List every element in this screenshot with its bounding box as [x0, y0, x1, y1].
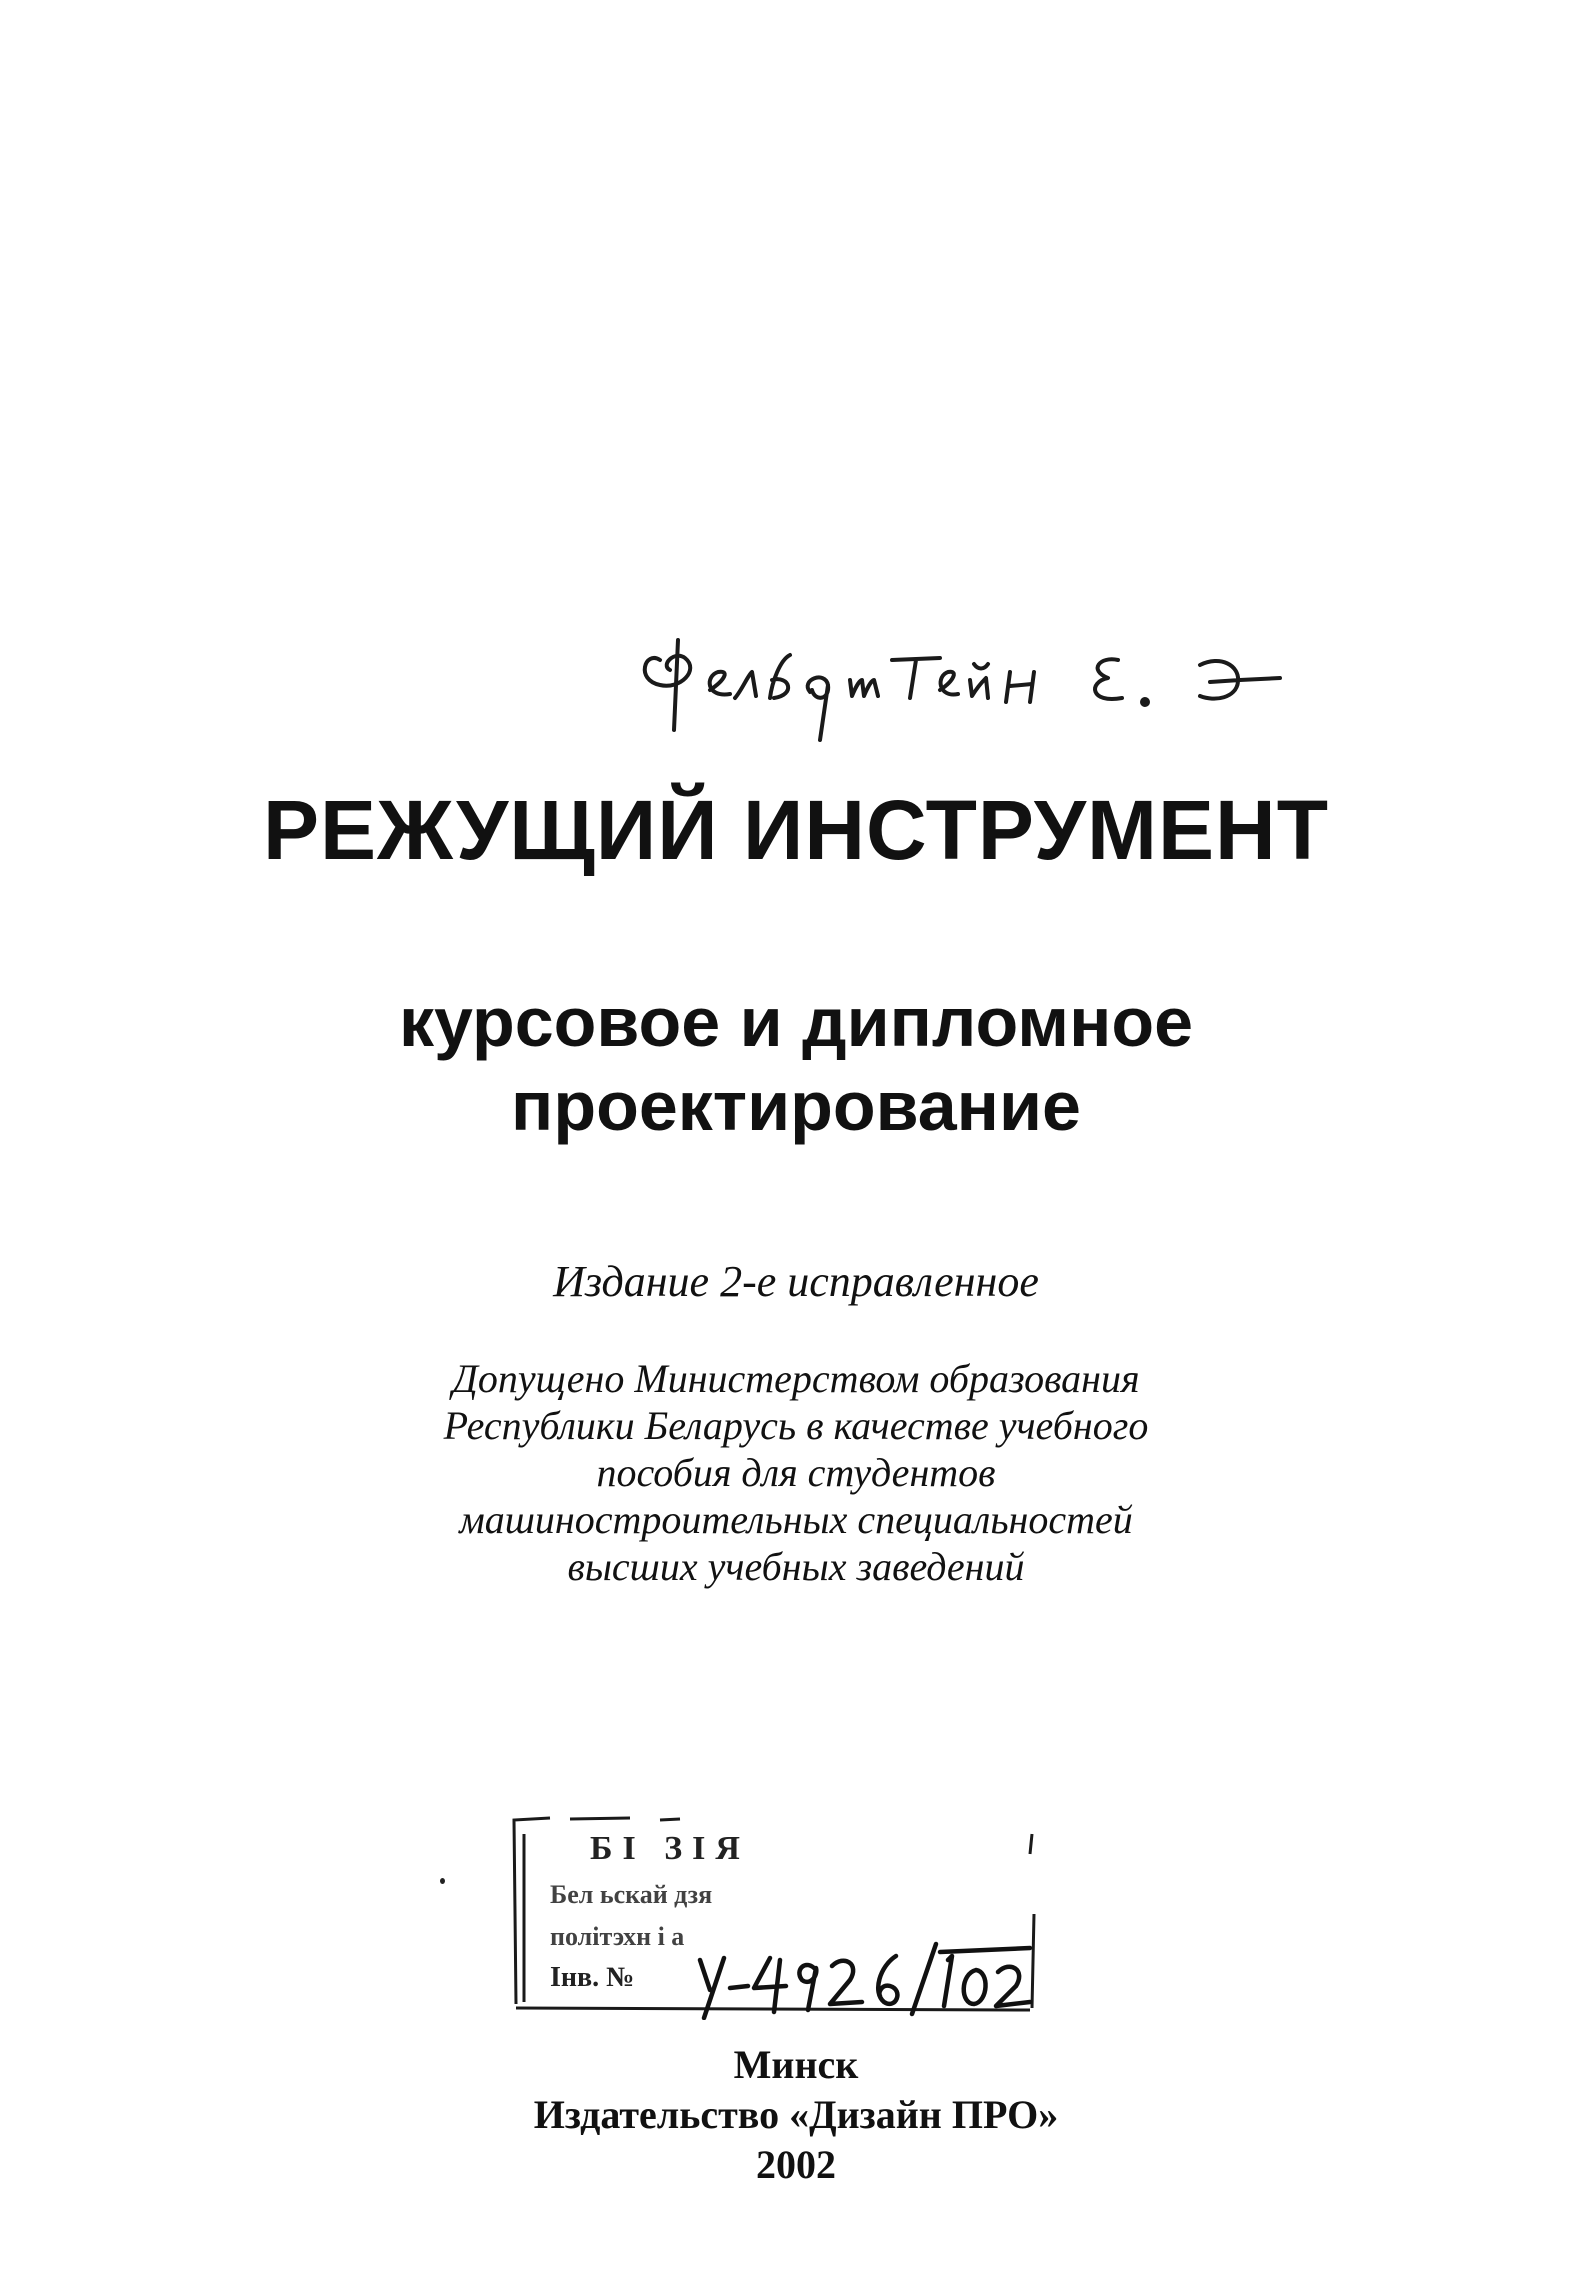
stamp-line: Бел ьскай дзя [550, 1880, 713, 1909]
author-signature [640, 620, 1400, 780]
imprint-year: 2002 [756, 2142, 836, 2187]
subtitle-line: курсовое и дипломное [398, 983, 1194, 1061]
publication-imprint [0, 2040, 1592, 2190]
approval-line: пособия для студентов [596, 1450, 996, 1495]
inventory-handwriting [690, 1930, 1050, 2020]
library-stamp [510, 1800, 1050, 2020]
inventory-number-handwritten [690, 1930, 1050, 2020]
book-subtitle [0, 980, 1592, 1148]
book-title: РЕЖУЩИЙ ИНСТРУМЕНТ [262, 783, 1330, 877]
imprint-city: Минск [733, 2042, 859, 2087]
stamp-inventory-label: Інв. № [550, 1962, 635, 1993]
print-speck [440, 1878, 445, 1884]
approval-line: Республики Беларусь в качестве учебного [443, 1403, 1149, 1448]
edition-note: Издание 2-е исправленное [553, 1257, 1039, 1306]
stamp-line: БІ ЗІЯ [590, 1830, 750, 1867]
signature-handwriting [640, 620, 1400, 780]
stamp-line: політэхн і а [550, 1922, 685, 1951]
approval-line: машиностроительных специальностей [459, 1497, 1133, 1542]
approval-line: высших учебных заведений [567, 1544, 1025, 1589]
approval-line: Допущено Министерством образования [452, 1356, 1140, 1401]
imprint-publisher: Издательство «Дизайн ПРО» [533, 2092, 1059, 2137]
approval-statement [0, 1355, 1592, 1590]
subtitle-line: проектирование [511, 1067, 1081, 1145]
